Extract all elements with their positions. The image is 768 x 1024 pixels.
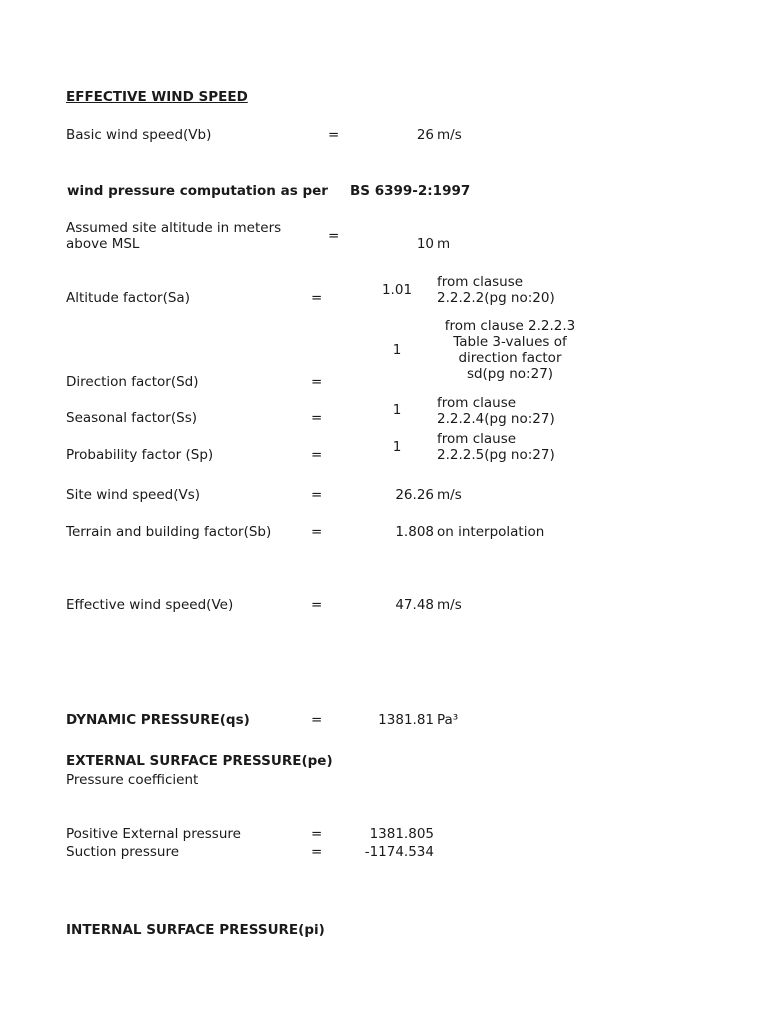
positive-external-pressure-equals: = <box>311 826 323 842</box>
direction-factor-note-line1: from clause 2.2.2.3 <box>444 318 576 334</box>
effective-wind-speed-value: 47.48 <box>395 597 434 613</box>
altitude-factor-value: 1.01 <box>381 282 413 298</box>
seasonal-factor-note-line2: 2.2.2.4(pg no:27) <box>437 411 555 427</box>
probability-factor-value: 1 <box>392 439 402 455</box>
direction-factor-label: Direction factor(Sd) <box>66 374 199 390</box>
internal-pressure-heading: INTERNAL SURFACE PRESSURE(pi) <box>66 922 325 938</box>
probability-factor-note-line2: 2.2.2.5(pg no:27) <box>437 447 555 463</box>
effective-wind-speed-unit: m/s <box>437 597 462 613</box>
dynamic-pressure-equals: = <box>311 712 323 728</box>
direction-factor-equals: = <box>311 374 323 390</box>
section-heading-effective-wind-speed: EFFECTIVE WIND SPEED <box>66 89 248 105</box>
positive-external-pressure-value: 1381.805 <box>369 826 434 842</box>
site-altitude-label-line2: above MSL <box>66 236 140 252</box>
altitude-factor-equals: = <box>311 290 323 306</box>
suction-pressure-value: -1174.534 <box>364 844 434 860</box>
effective-wind-speed-equals: = <box>311 597 323 613</box>
altitude-factor-label: Altitude factor(Sa) <box>66 290 190 306</box>
seasonal-factor-label: Seasonal factor(Ss) <box>66 410 197 426</box>
suction-pressure-label: Suction pressure <box>66 844 180 860</box>
direction-factor-value: 1 <box>392 342 402 358</box>
site-wind-speed-unit: m/s <box>437 487 462 503</box>
altitude-factor-note-line2: 2.2.2.2(pg no:20) <box>437 290 555 306</box>
site-altitude-unit: m <box>437 236 451 252</box>
site-altitude-equals: = <box>328 228 340 244</box>
dynamic-pressure-unit: Pa³ <box>437 712 459 728</box>
computation-heading: wind pressure computation as per <box>67 183 328 199</box>
site-altitude-value: 10 <box>416 236 434 252</box>
terrain-factor-note: on interpolation <box>437 524 545 540</box>
terrain-factor-label: Terrain and building factor(Sb) <box>66 524 272 540</box>
positive-external-pressure-label: Positive External pressure <box>66 826 241 842</box>
site-wind-speed-value: 26.26 <box>395 487 434 503</box>
probability-factor-equals: = <box>311 447 323 463</box>
altitude-factor-note-line1: from clasuse <box>437 274 524 290</box>
external-pressure-heading: EXTERNAL SURFACE PRESSURE(pe) <box>66 753 333 769</box>
site-wind-speed-equals: = <box>311 487 323 503</box>
terrain-factor-equals: = <box>311 524 323 540</box>
suction-pressure-equals: = <box>311 844 323 860</box>
computation-standard: BS 6399-2:1997 <box>350 183 471 199</box>
dynamic-pressure-label: DYNAMIC PRESSURE(qs) <box>66 712 250 728</box>
direction-factor-note-line3: direction factor <box>458 350 562 366</box>
terrain-factor-value: 1.808 <box>395 524 434 540</box>
seasonal-factor-value: 1 <box>392 402 402 418</box>
direction-factor-note-line4: sd(pg no:27) <box>466 366 554 382</box>
direction-factor-note-line2: Table 3-values of <box>453 334 567 350</box>
effective-wind-speed-label: Effective wind speed(Ve) <box>66 597 234 613</box>
dynamic-pressure-value: 1381.81 <box>378 712 434 728</box>
pressure-coefficient-label: Pressure coefficient <box>66 772 199 788</box>
site-wind-speed-label: Site wind speed(Vs) <box>66 487 201 503</box>
basic-wind-speed-value: 26 <box>416 127 434 143</box>
probability-factor-note-line1: from clause <box>437 431 517 447</box>
seasonal-factor-equals: = <box>311 410 323 426</box>
probability-factor-label: Probability factor (Sp) <box>66 447 214 463</box>
basic-wind-speed-unit: m/s <box>437 127 462 143</box>
seasonal-factor-note-line1: from clause <box>437 395 517 411</box>
site-altitude-label-line1: Assumed site altitude in meters <box>66 220 282 236</box>
basic-wind-speed-equals: = <box>328 127 340 143</box>
basic-wind-speed-label: Basic wind speed(Vb) <box>66 127 212 143</box>
